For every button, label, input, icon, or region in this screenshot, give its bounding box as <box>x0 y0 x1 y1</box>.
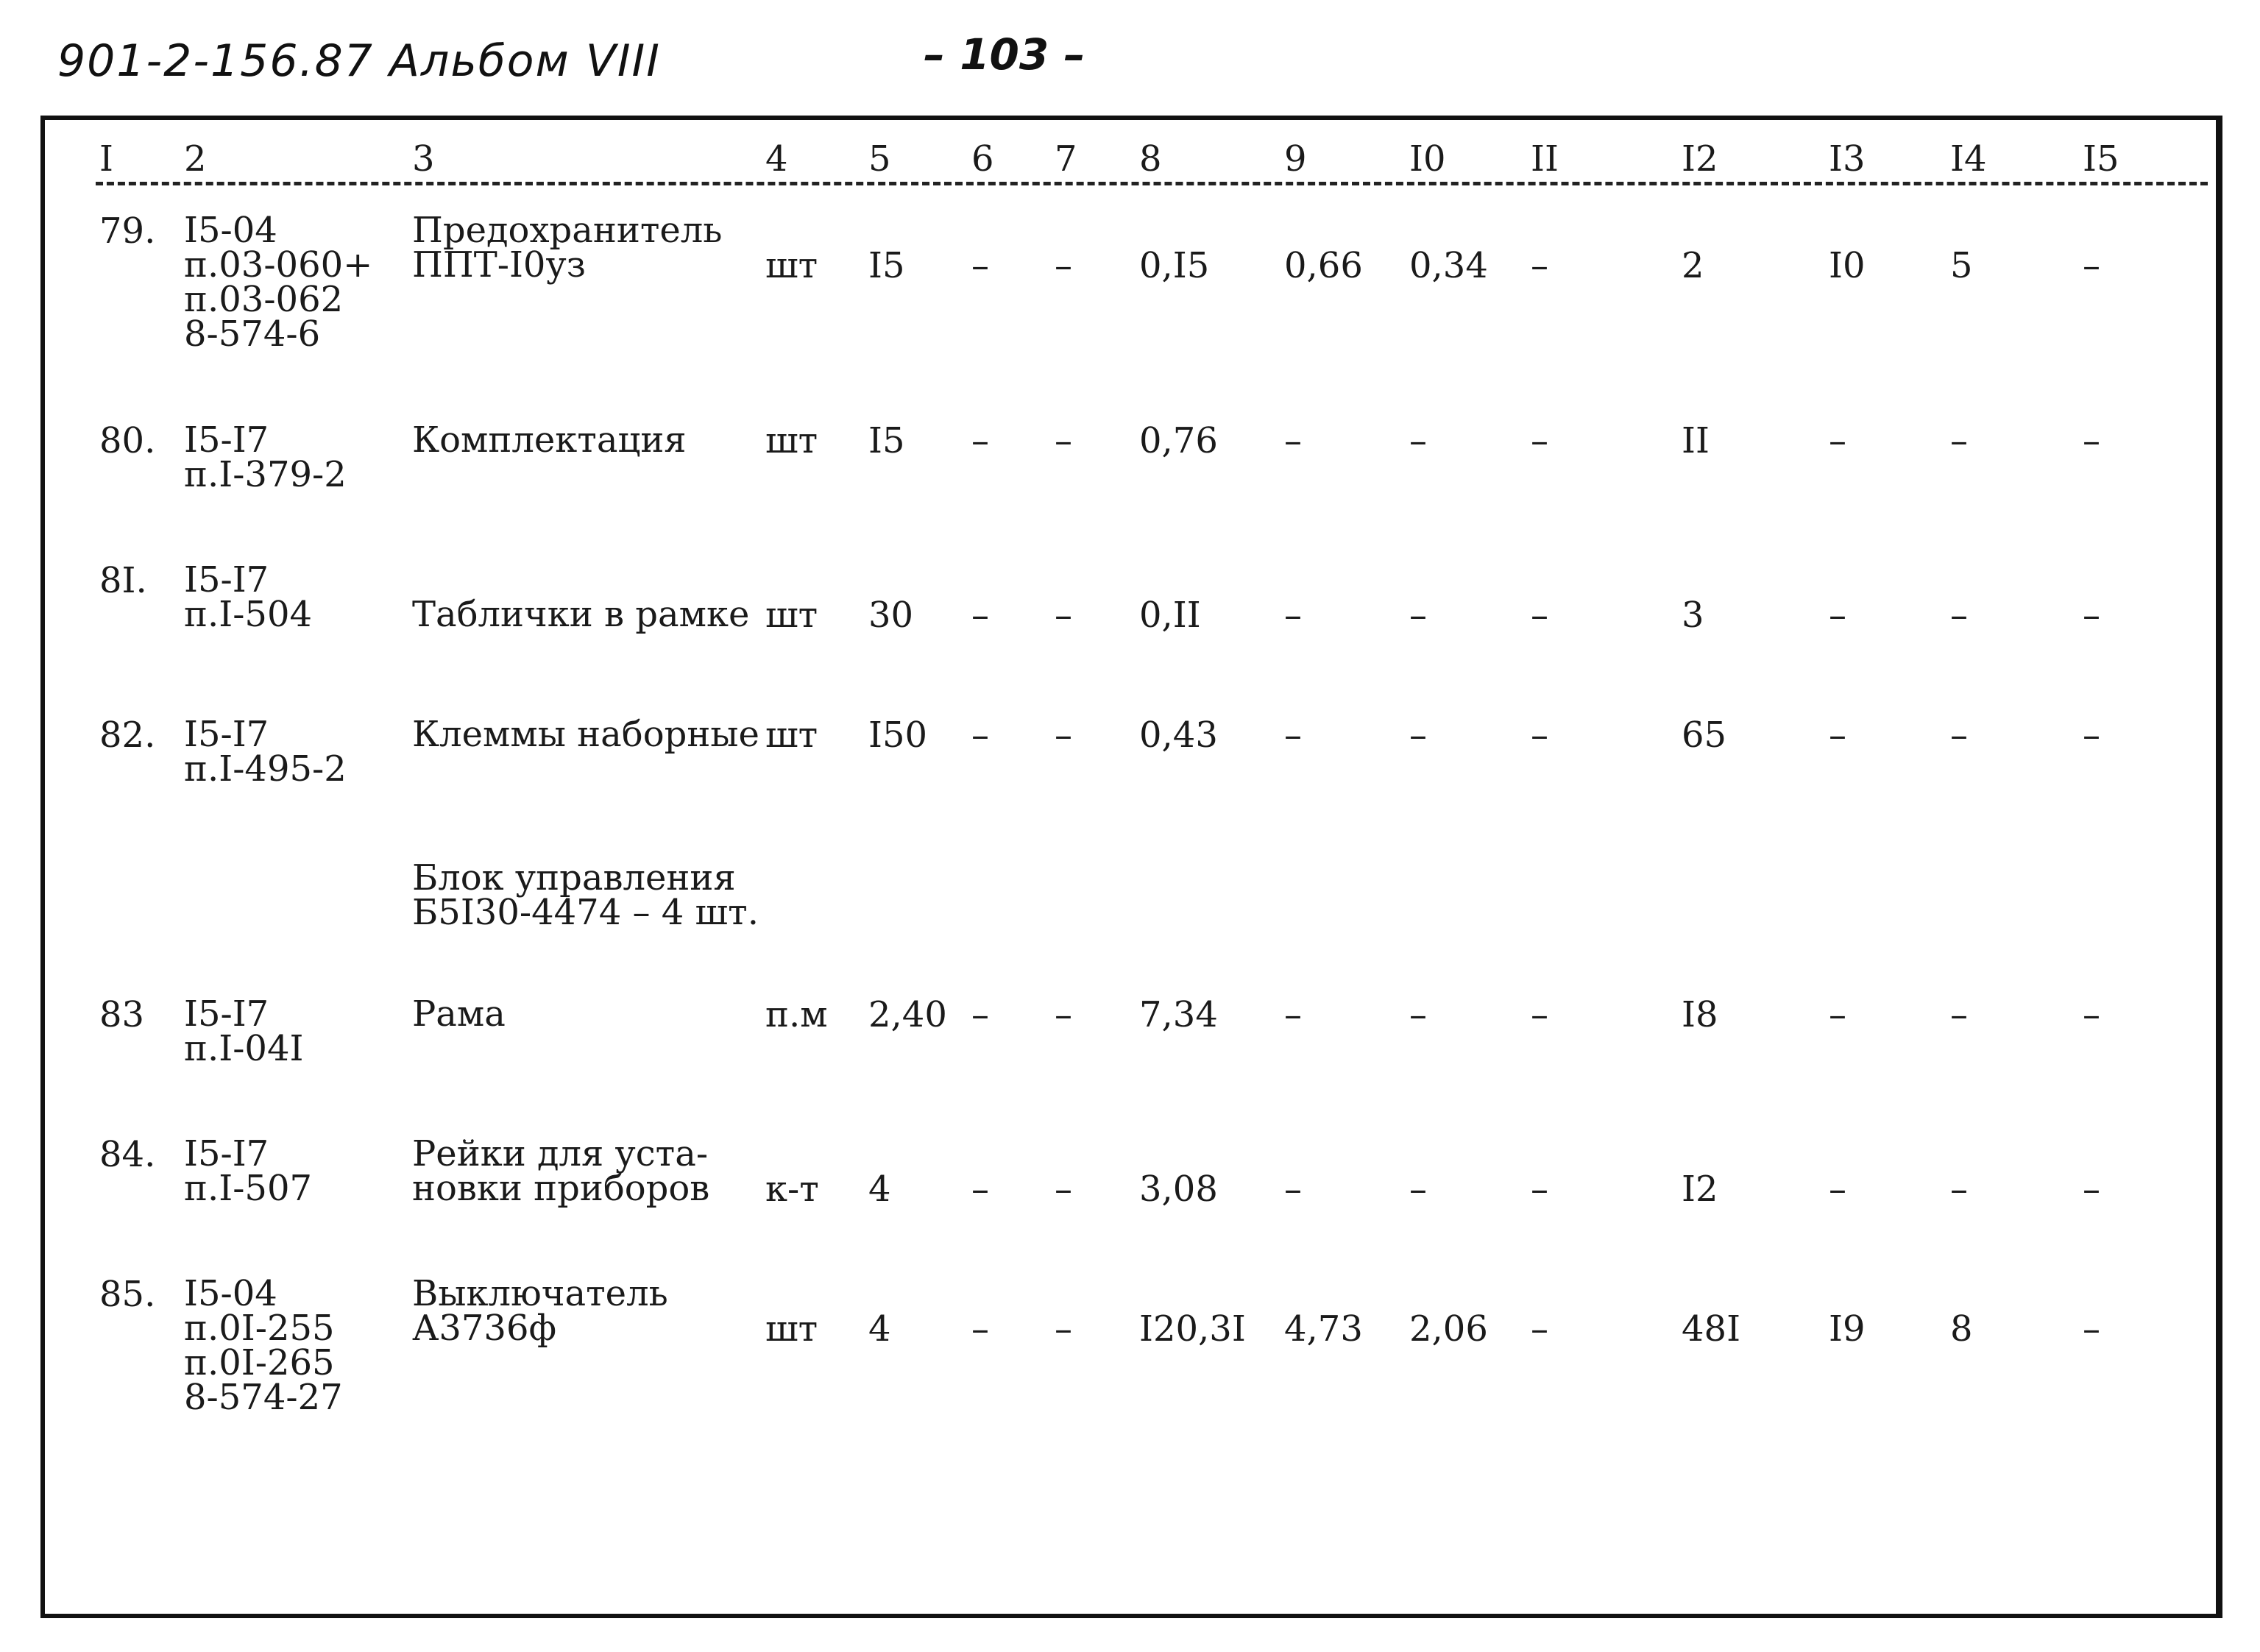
cell-c6: – <box>971 1308 989 1350</box>
cell-c7: – <box>1055 420 1072 461</box>
cell-c5: 30 <box>868 595 914 636</box>
column-number-4: 4 <box>765 138 788 180</box>
column-number-3: 3 <box>412 138 435 180</box>
row-unit: шт <box>765 715 818 756</box>
cell-c6: – <box>971 994 989 1035</box>
cell-c7: – <box>1055 715 1072 756</box>
cell-c6: – <box>971 245 989 286</box>
row-reference: I5-I7 п.I-507 <box>184 1133 313 1209</box>
cell-c6: – <box>971 595 989 636</box>
cell-c5: I50 <box>868 715 928 756</box>
cell-c14: 8 <box>1950 1308 1973 1350</box>
cell-c12: I8 <box>1682 994 1718 1035</box>
column-number-10: I0 <box>1409 138 1446 180</box>
row-reference: I5-04 п.0I-255 п.0I-265 8-574-27 <box>184 1273 343 1418</box>
column-number-11: II <box>1531 138 1559 180</box>
row-number: 82. <box>99 715 156 756</box>
cell-c14: – <box>1950 420 1968 461</box>
row-reference: I5-I7 п.I-04I <box>184 993 304 1069</box>
cell-c15: – <box>2083 1169 2100 1210</box>
row-reference: I5-I7 п.I-379-2 <box>184 419 347 495</box>
cell-c14: 5 <box>1950 245 1973 286</box>
cell-c9: – <box>1284 1169 1302 1210</box>
column-number-1: I <box>99 138 113 180</box>
cell-c9: 4,73 <box>1284 1308 1363 1350</box>
row-name: Клеммы наборные <box>412 714 759 755</box>
column-number-8: 8 <box>1139 138 1162 180</box>
column-number-15: I5 <box>2083 138 2119 180</box>
cell-c13: – <box>1829 595 1846 636</box>
cell-c10: 0,34 <box>1409 245 1488 286</box>
cell-c13: I0 <box>1829 245 1866 286</box>
cell-c7: – <box>1055 245 1072 286</box>
row-name: Рама <box>412 993 506 1035</box>
row-reference: I5-I7 п.I-495-2 <box>184 714 347 790</box>
cell-c9: – <box>1284 715 1302 756</box>
page-number: – 103 – <box>924 29 1085 79</box>
header-dashed-rule <box>96 182 2208 185</box>
row-unit: п.м <box>765 994 828 1035</box>
cell-c14: – <box>1950 994 1968 1035</box>
cell-c10: – <box>1409 715 1427 756</box>
cell-c8: 3,08 <box>1139 1169 1218 1210</box>
cell-c9: – <box>1284 420 1302 461</box>
cell-c7: – <box>1055 994 1072 1035</box>
row-number: 83 <box>99 994 145 1035</box>
cell-c8: 0,II <box>1139 595 1201 636</box>
column-number-13: I3 <box>1829 138 1866 180</box>
row-number: 84. <box>99 1134 156 1175</box>
cell-c5: 2,40 <box>868 994 947 1035</box>
row-name: Таблички в рамке <box>412 594 750 635</box>
row-number: 79. <box>99 210 156 252</box>
cell-c13: – <box>1829 1169 1846 1210</box>
row-name: Комплектация <box>412 419 687 461</box>
row-number: 80. <box>99 420 156 461</box>
cell-c13: I9 <box>1829 1308 1866 1350</box>
cell-c7: – <box>1055 1308 1072 1350</box>
cell-c13: – <box>1829 715 1846 756</box>
cell-c14: – <box>1950 715 1968 756</box>
cell-c15: – <box>2083 715 2100 756</box>
cell-c9: 0,66 <box>1284 245 1363 286</box>
cell-c11: – <box>1531 1308 1548 1350</box>
cell-c7: – <box>1055 1169 1072 1210</box>
column-number-14: I4 <box>1950 138 1987 180</box>
section-heading: Блок управления Б5I30-4474 – 4 шт. <box>412 857 759 933</box>
cell-c10: – <box>1409 994 1427 1035</box>
cell-c15: – <box>2083 994 2100 1035</box>
cell-c8: I20,3I <box>1139 1308 1246 1350</box>
cell-c12: I2 <box>1682 1169 1718 1210</box>
row-reference: I5-I7 п.I-504 <box>184 559 313 635</box>
cell-c12: 2 <box>1682 245 1704 286</box>
cell-c11: – <box>1531 994 1548 1035</box>
row-reference: I5-04 п.03-060+ п.03-062 8-574-6 <box>184 210 373 355</box>
cell-c10: – <box>1409 420 1427 461</box>
cell-c12: II <box>1682 420 1710 461</box>
cell-c14: – <box>1950 595 1968 636</box>
row-name: Рейки для уста- новки приборов <box>412 1133 710 1209</box>
cell-c9: – <box>1284 595 1302 636</box>
cell-c15: – <box>2083 595 2100 636</box>
column-number-12: I2 <box>1682 138 1718 180</box>
cell-c12: 65 <box>1682 715 1727 756</box>
row-number: 8I. <box>99 560 147 601</box>
cell-c7: – <box>1055 595 1072 636</box>
column-number-6: 6 <box>971 138 994 180</box>
cell-c13: – <box>1829 420 1846 461</box>
column-number-2: 2 <box>184 138 207 180</box>
cell-c6: – <box>971 715 989 756</box>
cell-c12: 48I <box>1682 1308 1741 1350</box>
cell-c10: – <box>1409 595 1427 636</box>
cell-c11: – <box>1531 245 1548 286</box>
row-unit: шт <box>765 1308 818 1350</box>
cell-c5: I5 <box>868 420 905 461</box>
row-unit: шт <box>765 245 818 286</box>
cell-c12: 3 <box>1682 595 1704 636</box>
row-name: Предохранитель ППТ-I0уз <box>412 210 723 286</box>
row-unit: шт <box>765 595 818 636</box>
cell-c10: – <box>1409 1169 1427 1210</box>
cell-c11: – <box>1531 715 1548 756</box>
cell-c11: – <box>1531 420 1548 461</box>
cell-c14: – <box>1950 1169 1968 1210</box>
row-unit: к-т <box>765 1169 819 1210</box>
cell-c8: 0,43 <box>1139 715 1218 756</box>
row-name: Выключатель А3736ф <box>412 1273 668 1349</box>
cell-c8: 0,I5 <box>1139 245 1210 286</box>
row-unit: шт <box>765 420 818 461</box>
row-number: 85. <box>99 1274 156 1315</box>
cell-c13: – <box>1829 994 1846 1035</box>
cell-c15: – <box>2083 1308 2100 1350</box>
column-number-7: 7 <box>1055 138 1077 180</box>
cell-c5: 4 <box>868 1308 891 1350</box>
column-number-5: 5 <box>868 138 891 180</box>
cell-c11: – <box>1531 595 1548 636</box>
cell-c10: 2,06 <box>1409 1308 1488 1350</box>
cell-c11: – <box>1531 1169 1548 1210</box>
cell-c6: – <box>971 420 989 461</box>
cell-c6: – <box>971 1169 989 1210</box>
column-number-9: 9 <box>1284 138 1307 180</box>
cell-c8: 7,34 <box>1139 994 1218 1035</box>
cell-c5: I5 <box>868 245 905 286</box>
cell-c15: – <box>2083 420 2100 461</box>
document-code: 901-2-156.87 Альбом VIII <box>57 35 661 87</box>
cell-c9: – <box>1284 994 1302 1035</box>
cell-c5: 4 <box>868 1169 891 1210</box>
cell-c15: – <box>2083 245 2100 286</box>
cell-c8: 0,76 <box>1139 420 1218 461</box>
